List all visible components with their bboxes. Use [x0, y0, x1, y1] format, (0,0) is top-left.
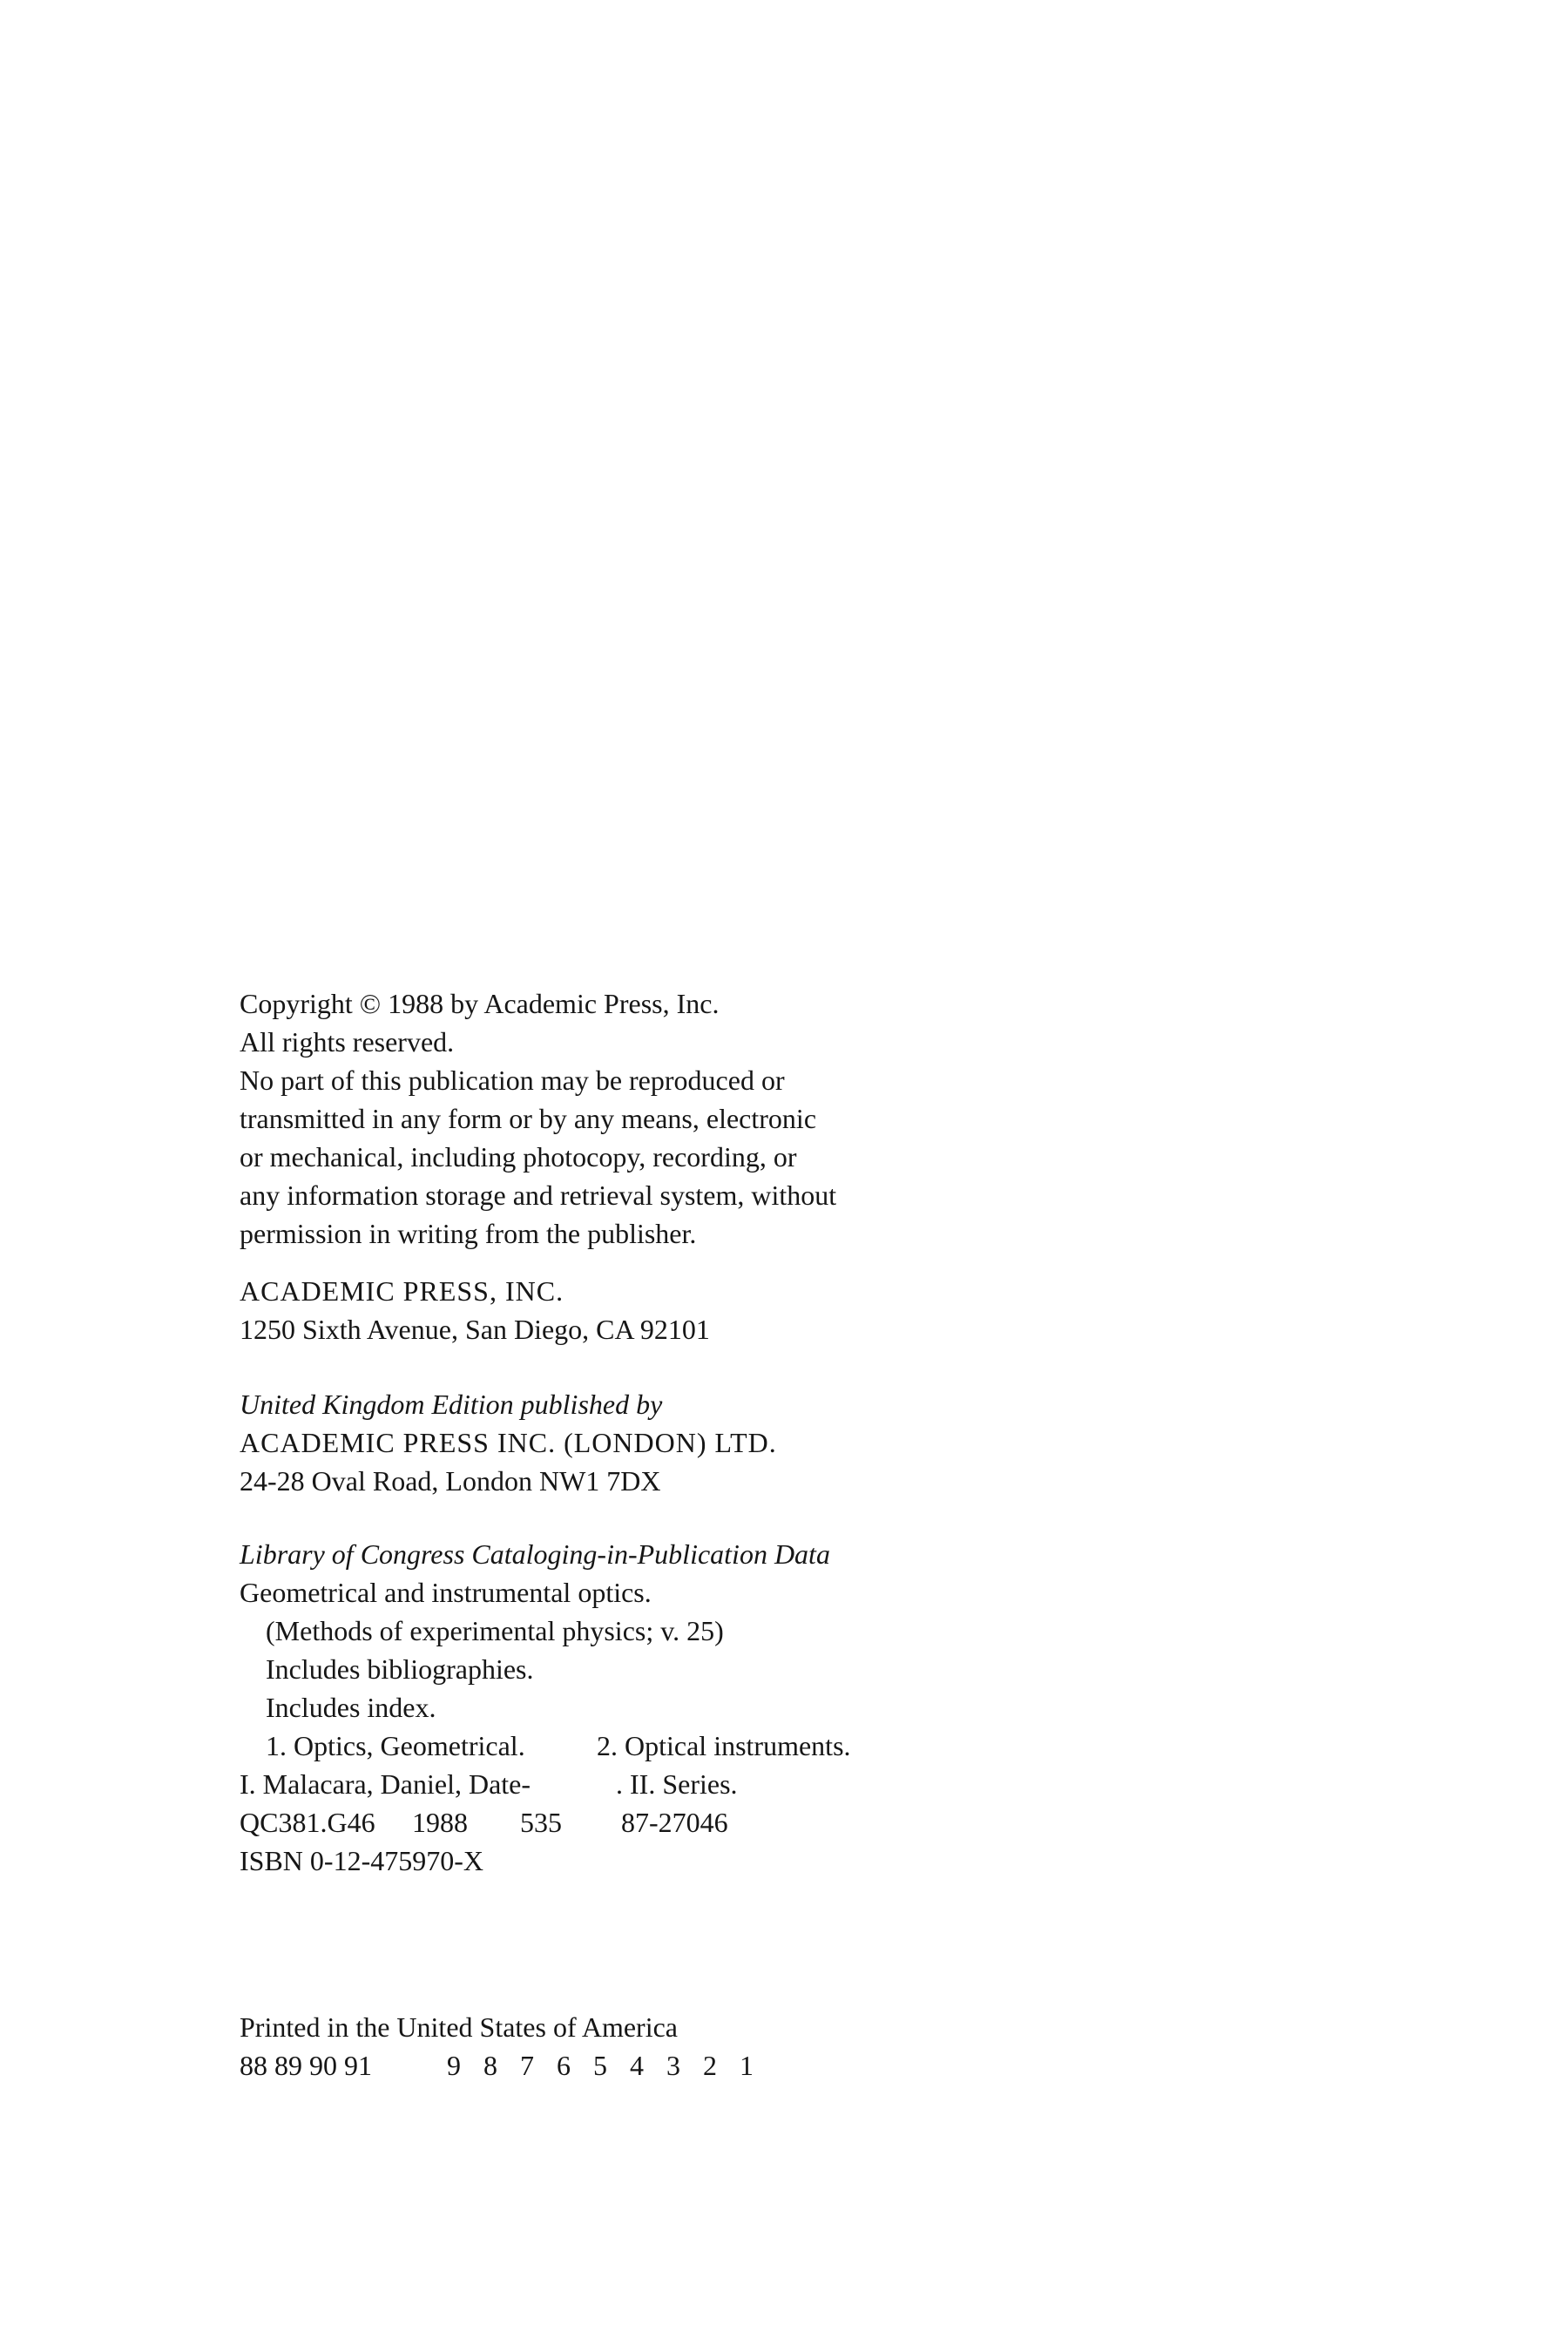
cip-isbn: ISBN 0-12-475970-X — [240, 1845, 483, 1876]
uk-edition-info — [240, 1385, 1372, 1500]
cip-added-entries — [240, 1765, 1372, 1803]
cip-subject: 2. Optical instruments. — [597, 1730, 851, 1761]
copyright-line: Copyright © 1988 by Academic Press, Inc. — [240, 988, 720, 1019]
publisher-address: 1250 Sixth Avenue, San Diego, CA 92101 — [240, 1314, 710, 1345]
cip-added-entry: . II. Series. — [616, 1768, 738, 1800]
reproduction-notice-line: or mechanical, including photocopy, recording, or — [240, 1141, 797, 1173]
publisher-name: ACADEMIC PRESS, INC. — [240, 1275, 564, 1307]
cip-added-entry: I. Malacara, Daniel, Date- — [240, 1768, 531, 1800]
printing-numbers — [240, 2046, 1372, 2085]
uk-publisher-address: 24-28 Oval Road, London NW1 7DX — [240, 1465, 661, 1497]
cip-year: 1988 — [412, 1807, 468, 1838]
cip-classification — [240, 1803, 1372, 1842]
copyright-notice — [240, 984, 1372, 1253]
impression-line: 9 8 7 6 5 4 3 2 1 — [447, 2050, 761, 2081]
cip-subject: 1. Optics, Geometrical. — [266, 1730, 525, 1761]
cip-heading: Library of Congress Cataloging-in-Publication Data — [240, 1538, 830, 1570]
cip-lccn: 87-27046 — [621, 1807, 728, 1838]
cip-series-note: (Methods of experimental physics; v. 25) — [266, 1615, 724, 1646]
reproduction-notice-line: permission in writing from the publisher. — [240, 1218, 697, 1249]
reproduction-notice-line: transmitted in any form or by any means, electronic — [240, 1103, 817, 1134]
printed-in-line: Printed in the United States of America — [240, 2011, 678, 2043]
cip-title: Geometrical and instrumental optics. — [240, 1577, 652, 1608]
cip-index-note: Includes index. — [266, 1692, 436, 1723]
cip-call-number: QC381.G46 — [240, 1807, 375, 1838]
uk-publisher-name: ACADEMIC PRESS INC. (LONDON) LTD. — [240, 1427, 777, 1458]
cip-subjects — [240, 1727, 1372, 1765]
publisher-info — [240, 1272, 1372, 1348]
uk-edition-heading: United Kingdom Edition published by — [240, 1389, 663, 1420]
reproduction-notice-line: No part of this publication may be reproduced or — [240, 1064, 785, 1096]
cip-bibliographies-note: Includes bibliographies. — [266, 1653, 534, 1685]
reproduction-notice-line: any information storage and retrieval system, without — [240, 1179, 837, 1211]
rights-reserved-line: All rights reserved. — [240, 1026, 455, 1058]
cip-data — [240, 1535, 1372, 1880]
cip-dewey: 535 — [520, 1807, 562, 1838]
printing-info — [240, 2008, 1372, 2085]
printing-years: 88 89 90 91 — [240, 2050, 372, 2081]
